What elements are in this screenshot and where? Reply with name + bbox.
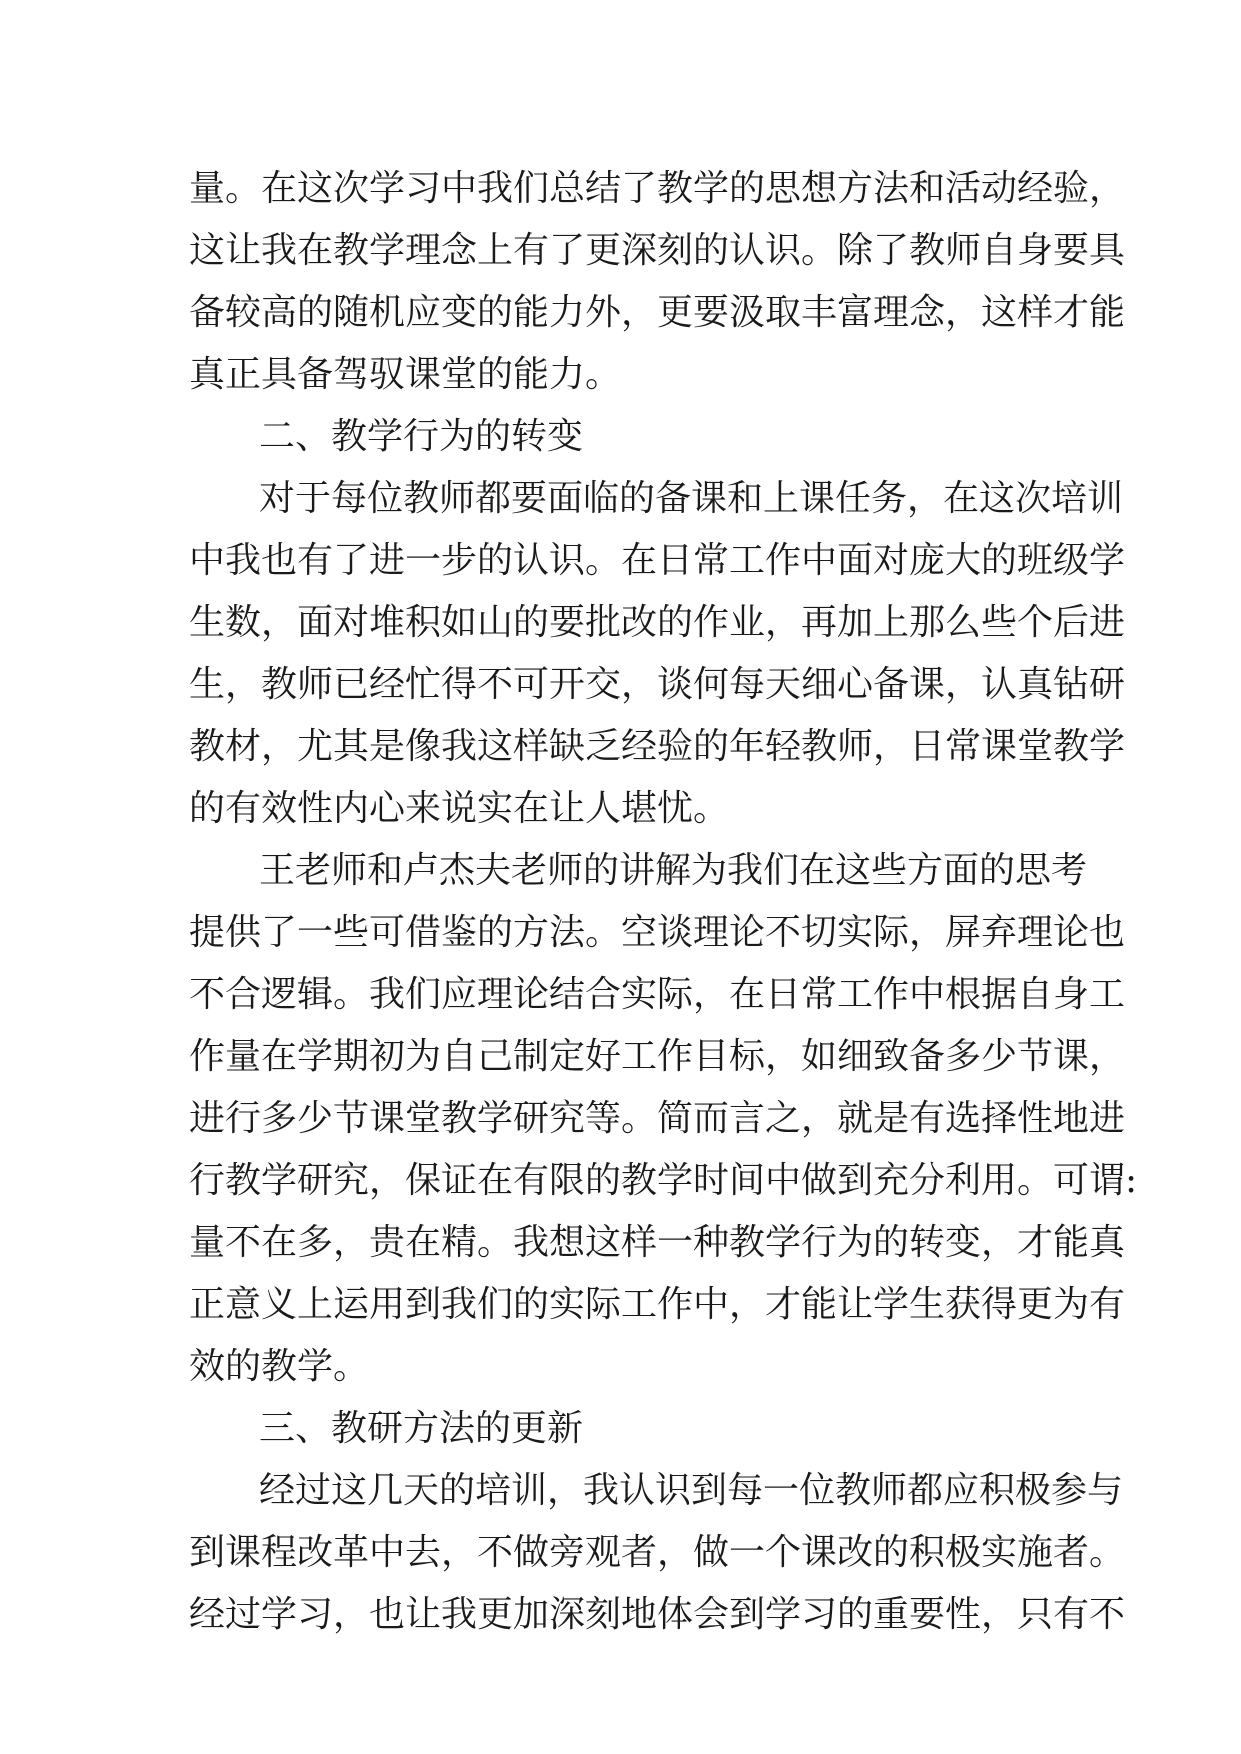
paragraph-line: 真正具备驾驭课堂的能力。: [189, 354, 622, 395]
paragraph-line: 进行多少节课堂教学研究等。简而言之，就是有选择性地进: [189, 1098, 1126, 1139]
paragraph-line: 不合逻辑。我们应理论结合实际，在日常工作中根据自身工: [189, 974, 1126, 1015]
paragraph-line: 行教学研究，保证在有限的教学时间中做到充分利用。可谓:: [189, 1160, 1138, 1201]
paragraph-line: 备较高的随机应变的能力外，更要汲取丰富理念，这样才能: [189, 292, 1126, 333]
paragraph-line: 正意义上运用到我们的实际工作中，才能让学生获得更为有: [189, 1284, 1126, 1325]
section-heading: 二、教学行为的转变: [259, 416, 584, 457]
paragraph-line: 这让我在教学理念上有了更深刻的认识。除了教师自身要具: [189, 230, 1126, 271]
paragraph-line: 王老师和卢杰夫老师的讲解为我们在这些方面的思考: [259, 850, 1088, 891]
paragraph-line: 经过学习，也让我更加深刻地体会到学习的重要性，只有不: [189, 1594, 1126, 1635]
paragraph-line: 生，教师已经忙得不可开交，谈何每天细心备课，认真钻研: [189, 664, 1126, 705]
paragraph-line: 量。在这次学习中我们总结了教学的思想方法和活动经验，: [189, 168, 1126, 209]
paragraph-line: 中我也有了进一步的认识。在日常工作中面对庞大的班级学: [189, 540, 1126, 581]
document-body: [189, 158, 1138, 1646]
section-heading: 三、教研方法的更新: [259, 1408, 584, 1449]
paragraph-line: 对于每位教师都要面临的备课和上课任务，在这次培训: [259, 478, 1124, 519]
paragraph-line: 生数，面对堆积如山的要批改的作业，再加上那么些个后进: [189, 602, 1126, 643]
paragraph-line: 效的教学。: [189, 1346, 370, 1387]
paragraph-line: 到课程改革中去，不做旁观者，做一个课改的积极实施者。: [189, 1532, 1126, 1573]
paragraph-line: 量不在多，贵在精。我想这样一种教学行为的转变，才能真: [189, 1222, 1126, 1263]
paragraph-line: 提供了一些可借鉴的方法。空谈理论不切实际，屏弃理论也: [189, 912, 1126, 953]
paragraph-line: 教材，尤其是像我这样缺乏经验的年轻教师，日常课堂教学: [189, 726, 1126, 767]
paragraph-line: 作量在学期初为自己制定好工作目标，如细致备多少节课，: [189, 1036, 1126, 1077]
paragraph-line: 经过这几天的培训，我认识到每一位教师都应积极参与: [259, 1470, 1124, 1511]
paragraph-line: 的有效性内心来说实在让人堪忧。: [189, 788, 730, 829]
